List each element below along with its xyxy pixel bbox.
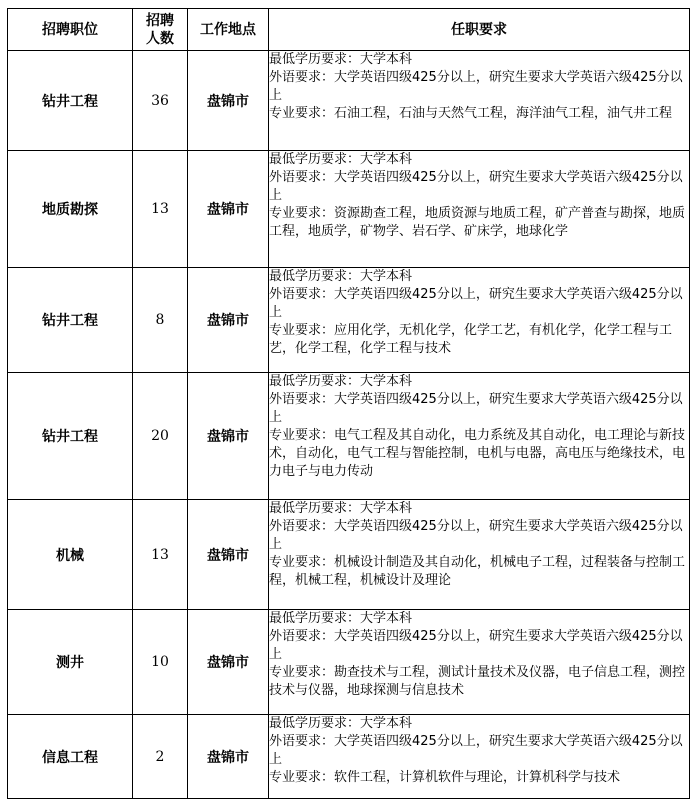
table-row bbox=[8, 151, 690, 268]
major-requirement: 专业要求：应用化学，无机化学，化学工艺，有机化学，化学工程与工艺，化学工程，化学工程与技术 bbox=[269, 323, 673, 356]
major-requirement: 专业要求：软件工程，计算机软件与理论，计算机科学与技术 bbox=[269, 770, 621, 785]
education-requirement: 最低学历要求：大学本科 bbox=[269, 152, 413, 167]
education-requirement: 最低学历要求：大学本科 bbox=[269, 716, 413, 731]
header-position: 招聘职位 bbox=[8, 9, 133, 51]
recruitment-table bbox=[7, 8, 690, 799]
table-header-row bbox=[8, 9, 690, 51]
location-cell: 盘锦市 bbox=[188, 715, 269, 799]
requirements-cell bbox=[269, 715, 690, 799]
table-row bbox=[8, 268, 690, 373]
requirements-cell bbox=[269, 500, 690, 610]
education-requirement: 最低学历要求：大学本科 bbox=[269, 269, 413, 284]
major-requirement: 专业要求：机械设计制造及其自动化，机械电子工程，过程装备与控制工程，机械工程，机械设计及理论 bbox=[269, 555, 686, 588]
language-requirement: 外语要求：大学英语四级425分以上，研究生要求大学英语六级425分以上 bbox=[269, 734, 683, 767]
count-cell: 10 bbox=[133, 610, 188, 715]
requirements-cell bbox=[269, 373, 690, 500]
table-row bbox=[8, 51, 690, 151]
major-requirement: 专业要求：勘查技术与工程，测试计量技术及仪器，电子信息工程，测控技术与仪器，地球探测与信息技术 bbox=[269, 665, 686, 698]
count-cell: 20 bbox=[133, 373, 188, 500]
major-requirement: 专业要求：电气工程及其自动化，电力系统及其自动化，电工理论与新技术，自动化，电气工程与智能控制，电机与电器，高电压与绝缘技术，电力电子与电力传动 bbox=[269, 428, 686, 479]
table-row bbox=[8, 373, 690, 500]
language-requirement: 外语要求：大学英语四级425分以上，研究生要求大学英语六级425分以上 bbox=[269, 70, 683, 103]
count-cell: 8 bbox=[133, 268, 188, 373]
location-cell: 盘锦市 bbox=[188, 373, 269, 500]
requirements-cell bbox=[269, 268, 690, 373]
location-cell: 盘锦市 bbox=[188, 610, 269, 715]
language-requirement: 外语要求：大学英语四级425分以上，研究生要求大学英语六级425分以上 bbox=[269, 519, 683, 552]
position-cell: 信息工程 bbox=[8, 715, 133, 799]
header-requirements: 任职要求 bbox=[269, 9, 690, 51]
count-cell: 2 bbox=[133, 715, 188, 799]
position-cell: 钻井工程 bbox=[8, 373, 133, 500]
location-cell: 盘锦市 bbox=[188, 268, 269, 373]
position-cell: 钻井工程 bbox=[8, 268, 133, 373]
language-requirement: 外语要求：大学英语四级425分以上，研究生要求大学英语六级425分以上 bbox=[269, 170, 683, 203]
education-requirement: 最低学历要求：大学本科 bbox=[269, 374, 413, 389]
position-cell: 地质勘探 bbox=[8, 151, 133, 268]
education-requirement: 最低学历要求：大学本科 bbox=[269, 52, 413, 67]
requirements-cell bbox=[269, 151, 690, 268]
language-requirement: 外语要求：大学英语四级425分以上，研究生要求大学英语六级425分以上 bbox=[269, 392, 683, 425]
table-row bbox=[8, 610, 690, 715]
header-location: 工作地点 bbox=[188, 9, 269, 51]
education-requirement: 最低学历要求：大学本科 bbox=[269, 611, 413, 626]
requirements-cell bbox=[269, 51, 690, 151]
count-cell: 36 bbox=[133, 51, 188, 151]
position-cell: 测井 bbox=[8, 610, 133, 715]
location-cell: 盘锦市 bbox=[188, 151, 269, 268]
language-requirement: 外语要求：大学英语四级425分以上，研究生要求大学英语六级425分以上 bbox=[269, 629, 683, 662]
position-cell: 钻井工程 bbox=[8, 51, 133, 151]
table-row bbox=[8, 500, 690, 610]
table-row bbox=[8, 715, 690, 799]
position-cell: 机械 bbox=[8, 500, 133, 610]
requirements-cell bbox=[269, 610, 690, 715]
header-count: 招聘人数 bbox=[133, 9, 188, 51]
major-requirement: 专业要求：资源勘查工程，地质资源与地质工程，矿产普查与勘探，地质工程，地质学，矿物学、岩石学、矿床学，地球化学 bbox=[269, 206, 686, 239]
education-requirement: 最低学历要求：大学本科 bbox=[269, 501, 413, 516]
count-cell: 13 bbox=[133, 500, 188, 610]
location-cell: 盘锦市 bbox=[188, 51, 269, 151]
language-requirement: 外语要求：大学英语四级425分以上，研究生要求大学英语六级425分以上 bbox=[269, 287, 683, 320]
location-cell: 盘锦市 bbox=[188, 500, 269, 610]
major-requirement: 专业要求：石油工程，石油与天然气工程，海洋油气工程，油气井工程 bbox=[269, 106, 673, 121]
count-cell: 13 bbox=[133, 151, 188, 268]
